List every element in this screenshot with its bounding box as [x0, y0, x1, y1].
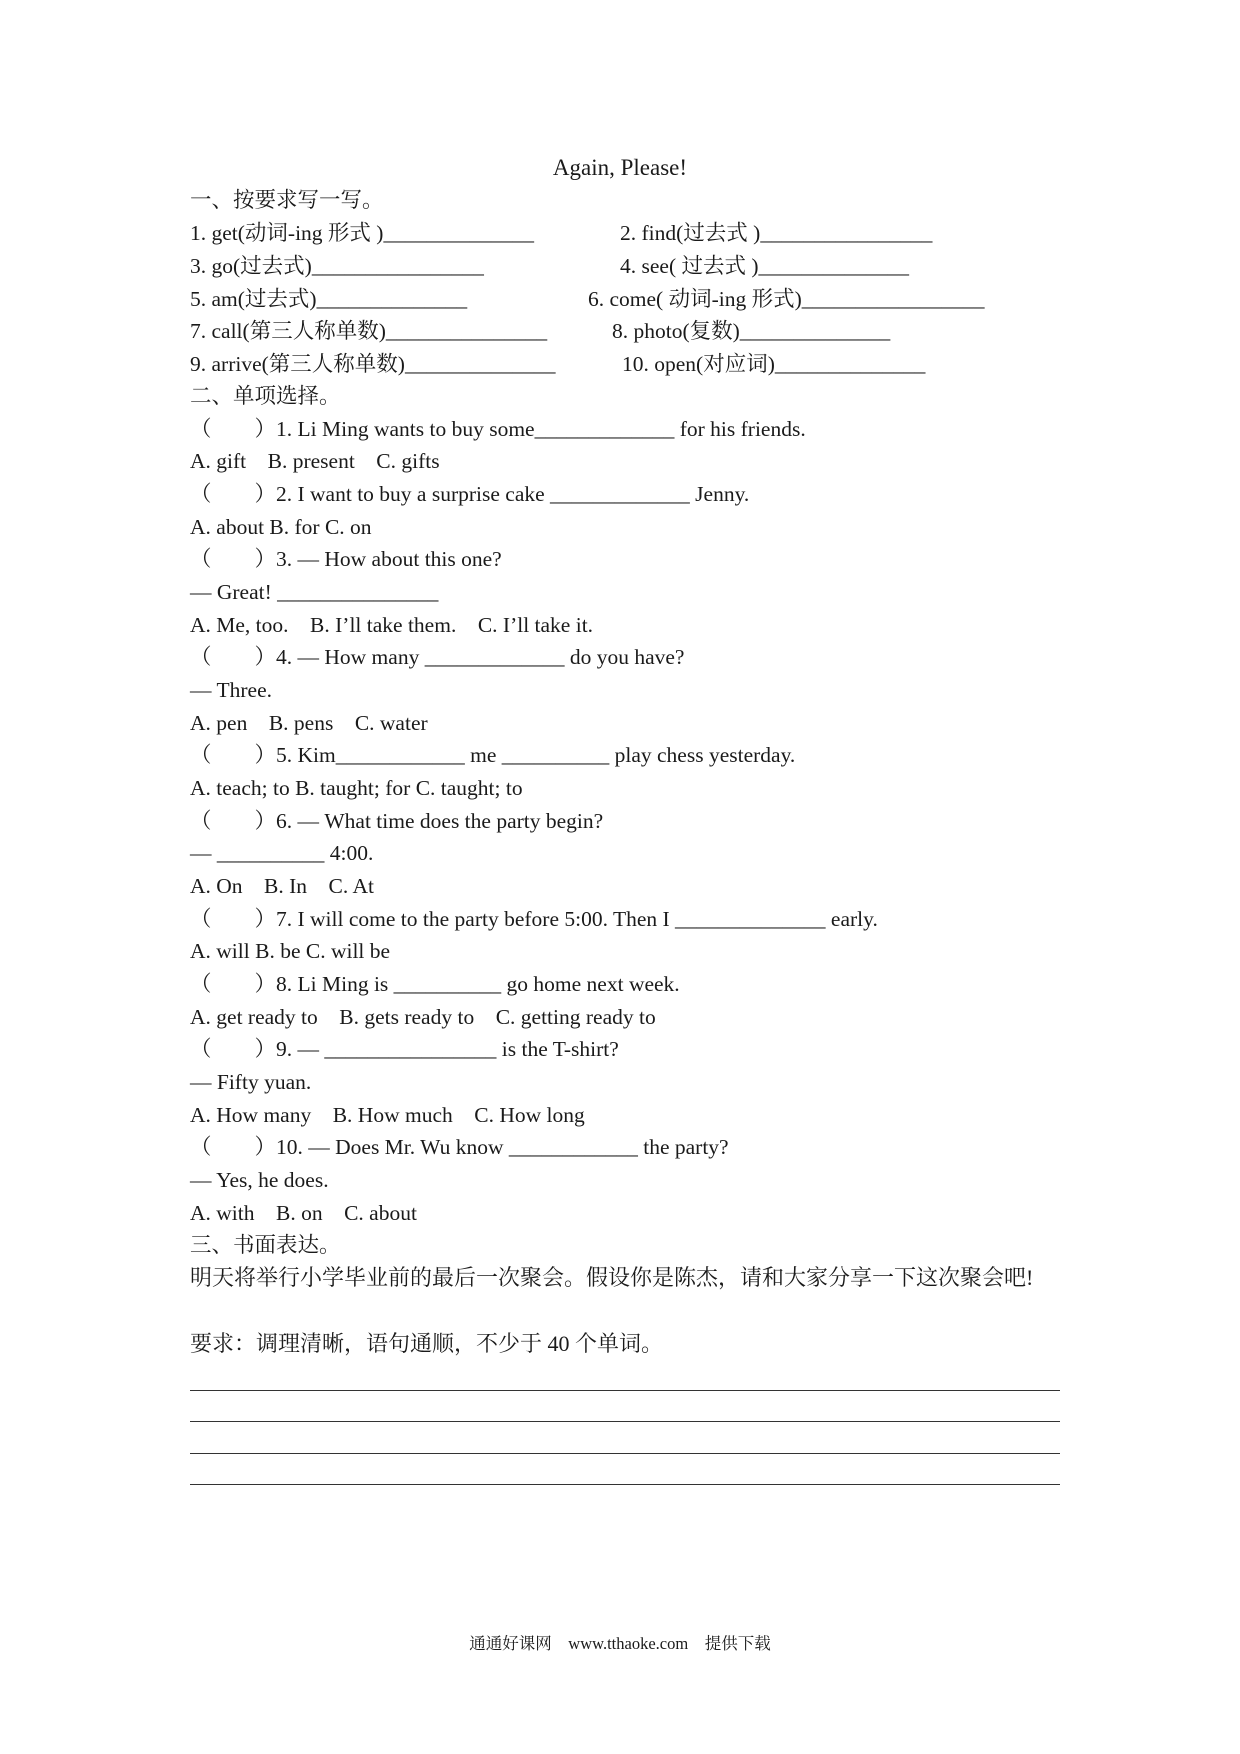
dialogue-line: — Three.	[190, 678, 272, 702]
question-line: （ ）3. — How about this one?	[190, 547, 502, 571]
question-line: （ ）4. — How many _____________ do you have?	[190, 645, 685, 669]
options-line: A. with B. on C. about	[190, 1201, 417, 1225]
section2-heading: 二、单项选择。	[190, 384, 341, 408]
options-line: A. get ready to B. gets ready to C. getting ready to	[190, 1005, 656, 1029]
s1-item-2: 2. find(过去式 )________________	[620, 221, 933, 245]
writing-prompt: 明天将举行小学毕业前的最后一次聚会。假设你是陈杰，请和大家分享一下这次聚会吧!	[190, 1265, 1034, 1290]
options-line: A. On B. In C. At	[190, 874, 374, 898]
question-line: （ ）7. I will come to the party before 5:00. Then I ______________ early.	[190, 907, 878, 931]
options-line: A. about B. for C. on	[190, 515, 372, 539]
options-line: A. pen B. pens C. water	[190, 711, 428, 735]
s1-item-4: 4. see( 过去式 )______________	[620, 254, 910, 278]
answer-line	[190, 1421, 1060, 1422]
options-line: A. How many B. How much C. How long	[190, 1103, 585, 1127]
answer-line	[190, 1390, 1060, 1391]
s1-item-1: 1. get(动词-ing 形式 )______________	[190, 221, 534, 245]
s1-item-3: 3. go(过去式)________________	[190, 254, 484, 278]
s1-item-5: 5. am(过去式)______________	[190, 287, 468, 311]
section3-heading: 三、书面表达。	[190, 1233, 341, 1257]
options-line: A. Me, too. B. I’ll take them. C. I’ll take it.	[190, 613, 594, 637]
question-line: （ ）6. — What time does the party begin?	[190, 809, 604, 833]
dialogue-line: — __________ 4:00.	[190, 841, 374, 865]
dialogue-line: — Fifty yuan.	[190, 1070, 312, 1094]
writing-requirement: 要求：调理清晰，语句通顺，不少于 40 个单词。	[190, 1331, 664, 1356]
dialogue-line: — Yes, he does.	[190, 1168, 329, 1192]
dialogue-line: — Great! _______________	[190, 580, 439, 604]
answer-line	[190, 1453, 1060, 1454]
s1-item-7: 7. call(第三人称单数)_______________	[190, 319, 548, 343]
section1-heading: 一、按要求写一写。	[190, 188, 384, 212]
question-line: （ ）2. I want to buy a surprise cake _____________ Jenny.	[190, 482, 750, 506]
question-line: （ ）10. — Does Mr. Wu know ____________ the party?	[190, 1135, 729, 1159]
question-line: （ ）8. Li Ming is __________ go home next week.	[190, 972, 680, 996]
s1-item-9: 9. arrive(第三人称单数)______________	[190, 352, 556, 376]
s1-item-10: 10. open(对应词)______________	[622, 352, 926, 376]
question-line: （ ）1. Li Ming wants to buy some_____________ for his friends.	[190, 417, 806, 441]
options-line: A. teach; to B. taught; for C. taught; to	[190, 776, 523, 800]
question-line: （ ）9. — ________________ is the T-shirt?	[190, 1037, 619, 1061]
options-line: A. will B. be C. will be	[190, 939, 391, 963]
page-footer: 通通好课网 www.tthaoke.com 提供下载	[469, 1634, 771, 1653]
answer-line	[190, 1484, 1060, 1485]
options-line: A. gift B. present C. gifts	[190, 449, 440, 473]
page-title: Again, Please!	[552, 155, 688, 180]
question-line: （ ）5. Kim____________ me __________ play chess yesterday.	[190, 743, 796, 767]
s1-item-8: 8. photo(复数)______________	[612, 319, 891, 343]
s1-item-6: 6. come( 动词-ing 形式)_________________	[588, 287, 985, 311]
